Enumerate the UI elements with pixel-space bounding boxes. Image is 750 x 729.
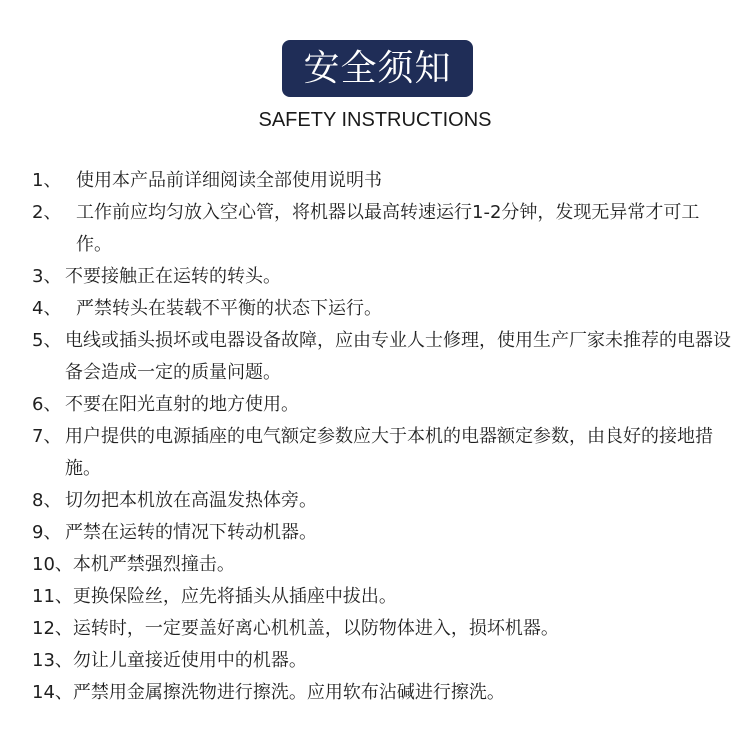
list-item: [32, 261, 732, 293]
item-number: 1、: [32, 170, 62, 191]
item-text: 电线或插头损坏或电器设备故障，应由专业人士修理，使用生产厂家未推荐的电器设备会造成一定的质量问题。: [65, 330, 731, 383]
list-item: [32, 421, 732, 485]
list-item: [32, 549, 732, 581]
item-text: 严禁转头在装载不平衡的状态下运行。: [76, 298, 382, 319]
item-number: 6、: [32, 394, 62, 415]
page-subtitle: SAFETY INSTRUCTIONS: [258, 109, 492, 131]
item-text: 更换保险丝，应先将插头从插座中拔出。: [72, 586, 397, 607]
list-item: [32, 325, 732, 389]
item-text: 不要接触正在运转的转头。: [65, 266, 281, 287]
page-title: 安全须知: [303, 47, 452, 89]
item-text: 本机严禁强烈撞击。: [72, 554, 235, 575]
item-number: 10、: [32, 554, 73, 575]
item-text: 切勿把本机放在高温发热体旁。: [65, 490, 317, 511]
item-text: 运转时，一定要盖好离心机机盖，以防物体进入，损坏机器。: [72, 618, 559, 639]
list-item: [32, 165, 732, 197]
list-item: [32, 517, 732, 549]
item-text: 严禁用金属擦洗物进行擦洗。应用软布沾碱进行擦洗。: [72, 682, 505, 703]
item-number: 4、: [32, 298, 62, 319]
item-number: 2、: [32, 202, 62, 223]
item-text: 工作前应均匀放入空心管，将机器以最高转速运行1-2分钟，发现无异常才可工作。: [76, 202, 700, 255]
list-item: [32, 293, 732, 325]
list-item: [32, 389, 732, 421]
item-number: 9、: [32, 522, 62, 543]
item-number: 13、: [32, 650, 73, 671]
item-text: 勿让儿童接近使用中的机器。: [72, 650, 307, 671]
title-badge: [282, 40, 473, 97]
item-text: 不要在阳光直射的地方使用。: [65, 394, 299, 415]
item-number: 7、: [32, 426, 62, 447]
list-item: [32, 613, 732, 645]
item-text: 用户提供的电源插座的电气额定参数应大于本机的电器额定参数，由良好的接地措施。: [65, 426, 713, 479]
item-text: 严禁在运转的情况下转动机器。: [65, 522, 317, 543]
item-number: 5、: [32, 330, 62, 351]
list-item: [32, 645, 732, 677]
item-number: 14、: [32, 682, 73, 703]
list-item: [32, 197, 732, 261]
item-number: 11、: [32, 586, 73, 607]
item-number: 12、: [32, 618, 73, 639]
list-item: [32, 677, 732, 709]
item-text: 使用本产品前详细阅读全部使用说明书: [76, 170, 382, 191]
list-item: [32, 581, 732, 613]
instructions-list: [32, 165, 732, 709]
list-item: [32, 485, 732, 517]
item-number: 8、: [32, 490, 62, 511]
item-number: 3、: [32, 266, 62, 287]
